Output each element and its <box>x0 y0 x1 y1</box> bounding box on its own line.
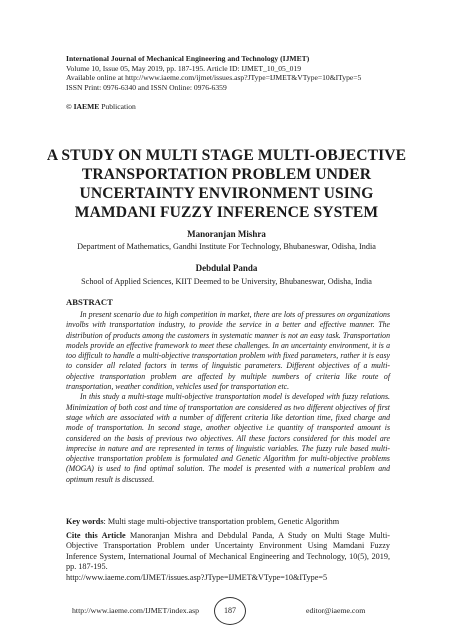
cite-url-link[interactable]: http://www.iaeme.com/IJMET/issues.asp?JType=IJMET&VType=10&IType=5 <box>66 572 328 582</box>
volume-line: Volume 10, Issue 05, May 2019, pp. 187-195. Article ID: IJMET_10_05_019 <box>66 63 302 73</box>
citation-block <box>66 531 390 583</box>
publication-line <box>66 102 136 111</box>
author-affiliation-1: Department of Mathematics, Gandhi Institute For Technology, Bhubaneswar, Odisha, India <box>77 242 376 251</box>
author-name-2: Debdulal Panda <box>195 263 258 273</box>
publication-label: Publication <box>99 102 136 111</box>
abstract-body <box>66 310 390 485</box>
cite-label: Cite this Article <box>66 531 126 540</box>
keywords-line <box>66 517 396 526</box>
abstract-paragraph-2: In this study a multi-stage multi-objective transportation model is developed with fuzzy relations. Minimization of both cost and time of transportation are considered as two different objectives of first stage which are associated with a number of different criteria like detortion time, fixed charge and mode of transportation. In second stage, another objective i.e quantity of transported amount is considered on the basis of previous two objectives. All these factors considered for this model are imprecise in nature and are represented in terms of linguistic variables. The fuzzy rule based multi-objective transportation problem is formulated and Genetic Algorithm for multi-objective problems (MOGA) is used to find optimal solution. The model is presented with a numerical problem and optimum result is discussed. <box>66 392 390 484</box>
paper-title: A STUDY ON MULTI STAGE MULTI-OBJECTIVE TRANSPORTATION PROBLEM UNDER UNCERTAINTY ENVIRONMENT USING MAMDANI FUZZY INFERENCE SYSTEM <box>46 147 407 221</box>
available-line: Available online at http://www.iaeme.com/ijmet/issues.asp?JType=IJMET&VType=10&IType=5 <box>66 73 362 83</box>
abstract-heading: ABSTRACT <box>66 297 113 307</box>
journal-name: International Journal of Mechanical Engineering and Technology (IJMET) <box>66 54 310 63</box>
author-name-1: Manoranjan Mishra <box>187 229 266 239</box>
footer-email-link[interactable]: editor@iaeme.com <box>306 606 366 615</box>
abstract-paragraph-1: In present scenario due to high competition in market, there are lots of pressures on organizations involbs with transportation industry, to provide the service in a better and effective manner. The distribution of products among the customers in systematic manner is not an easy task. Transportation models provide an effective framework to meet these challenges. In an uncertainty environment, it is a too difficult to handle a multi-objective transportation problem with fixed parameters, rather it is easy to consider all related factors in terms of linguistic parameters. Different objectives of a multi-objective transportation problem are affected by multiple numbers of criteria like route of transportation, weather condition, vehicles used for transportation etc. <box>66 310 390 392</box>
cite-text: Manoranjan Mishra and Debdulal Panda, A Study on Multi Stage Multi-Objective Transportation Problem under Uncertainty Environment Using Mamdani Fuzzy Inference System, International Journal of Mechanical Engineering and Technology, 10(5), 2019, pp. 187-195. <box>66 531 390 572</box>
issn-line: ISSN Print: 0976-6340 and ISSN Online: 0976-6359 <box>66 82 227 92</box>
copyright-mark: © IAEME <box>66 102 100 111</box>
journal-header <box>66 54 406 92</box>
author-affiliation-2: School of Applied Sciences, KIIT Deemed to be University, Bhubaneswar, Odisha, India <box>81 277 372 286</box>
keywords-text: : Multi stage multi-objective transportation problem, Genetic Algorithm <box>103 517 340 526</box>
keywords-label: Key words <box>66 517 104 526</box>
footer-url-link[interactable]: http://www.iaeme.com/IJMET/index.asp <box>72 606 200 615</box>
page-number: 187 <box>214 597 246 625</box>
